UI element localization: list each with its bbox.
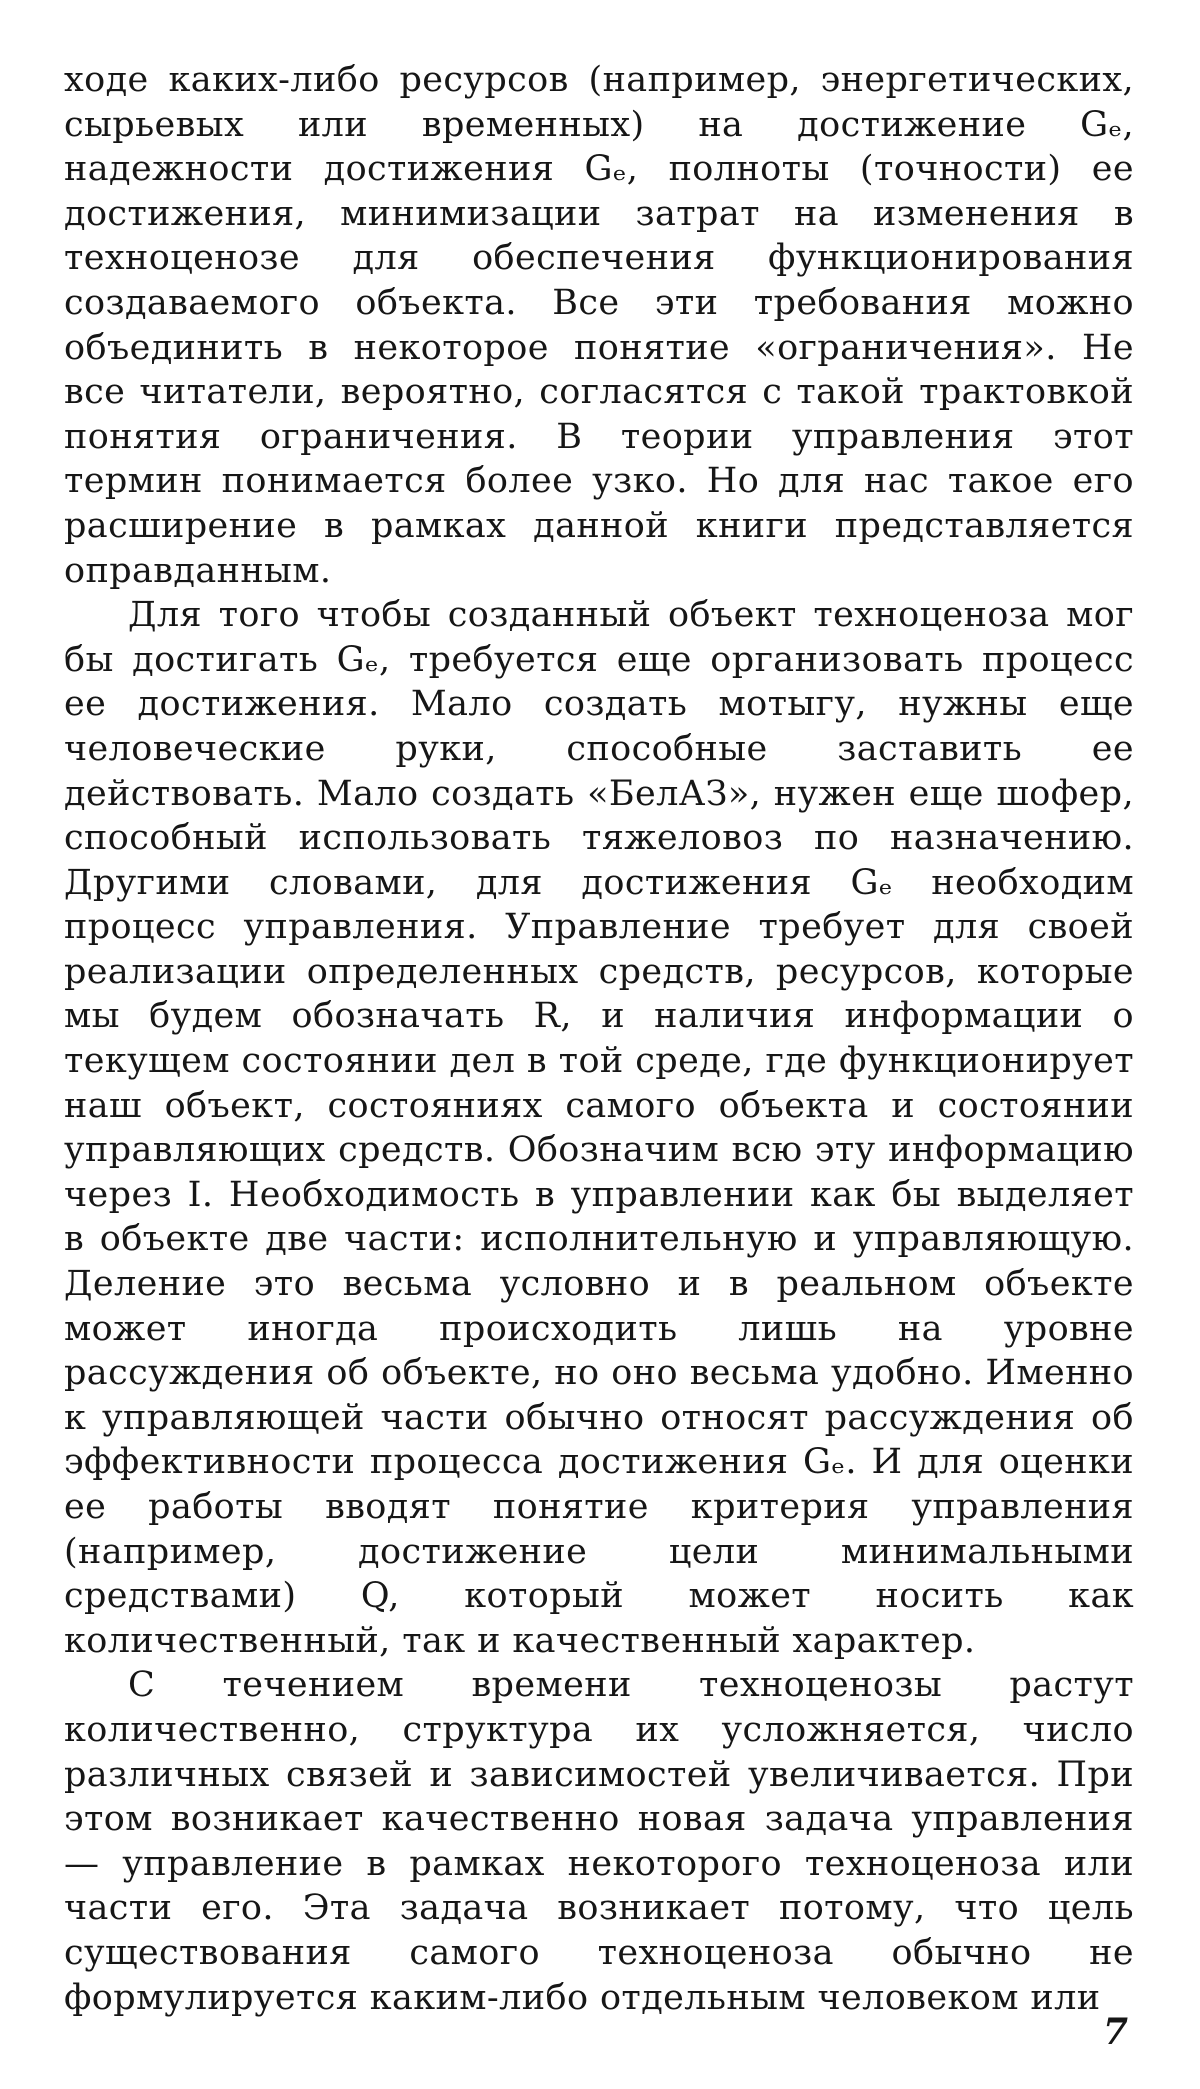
page-body	[64, 58, 1134, 2020]
page-number: 7	[1102, 2011, 1128, 2053]
paragraph-2: Для того чтобы созданный объект техноценоза мог бы достигать Gₑ, требуется еще организовать процесс ее достижения. Мало создать мотыгу, нужны еще человеческие руки, способные заставить ее действовать. Мало создать «БелАЗ», нужен еще шофер, способный использовать тяжеловоз по назначению. Другими словами, для достижения Gₑ необходим процесс управления. Управление требует для своей реализации определенных средств, ресурсов, которые мы будем обозначать R, и наличия информации о текущем состоянии дел в той среде, где функционирует наш объект, состояниях самого объекта и состоянии управляющих средств. Обозначим всю эту информацию через I. Необходимость в управлении как бы выделяет в объекте две части: исполнительную и управляющую. Деление это весьма условно и в реальном объекте может иногда происходить лишь на уровне рассуждения об объекте, но оно весьма удобно. Именно к управляющей части обычно относят рассуждения об эффективности процесса достижения Gₑ. И для оценки ее работы вводят понятие критерия управления (например, достижение цели минимальными средствами) Q, который может носить как количественный, так и качественный характер.	[64, 595, 1134, 1661]
paragraph-1: ходе каких-либо ресурсов (например, энергетических, сырьевых или временных) на достижение Gₑ, надежности достижения Gₑ, полноты (точности) ее достижения, минимизации затрат на изменения в техноценозе для обеспечения функционирования создаваемого объекта. Все эти требования можно объединить в некоторое понятие «ограничения». Не все читатели, вероятно, согласятся с такой трактовкой понятия ограничения. В теории управления этот термин понимается более узко. Но для нас такое его расширение в рамках данной книги представляется оправданным.	[64, 60, 1134, 591]
paragraph-3: С течением времени техноценозы растут количественно, структура их усложняется, число различных связей и зависимостей увеличивается. При этом возникает качественно новая задача управления — управление в рамках некоторого техноценоза или части его. Эта задача возникает потому, что цель существования самого техноценоза обычно не формулируется каким-либо отдельным человеком или	[64, 1665, 1134, 2018]
